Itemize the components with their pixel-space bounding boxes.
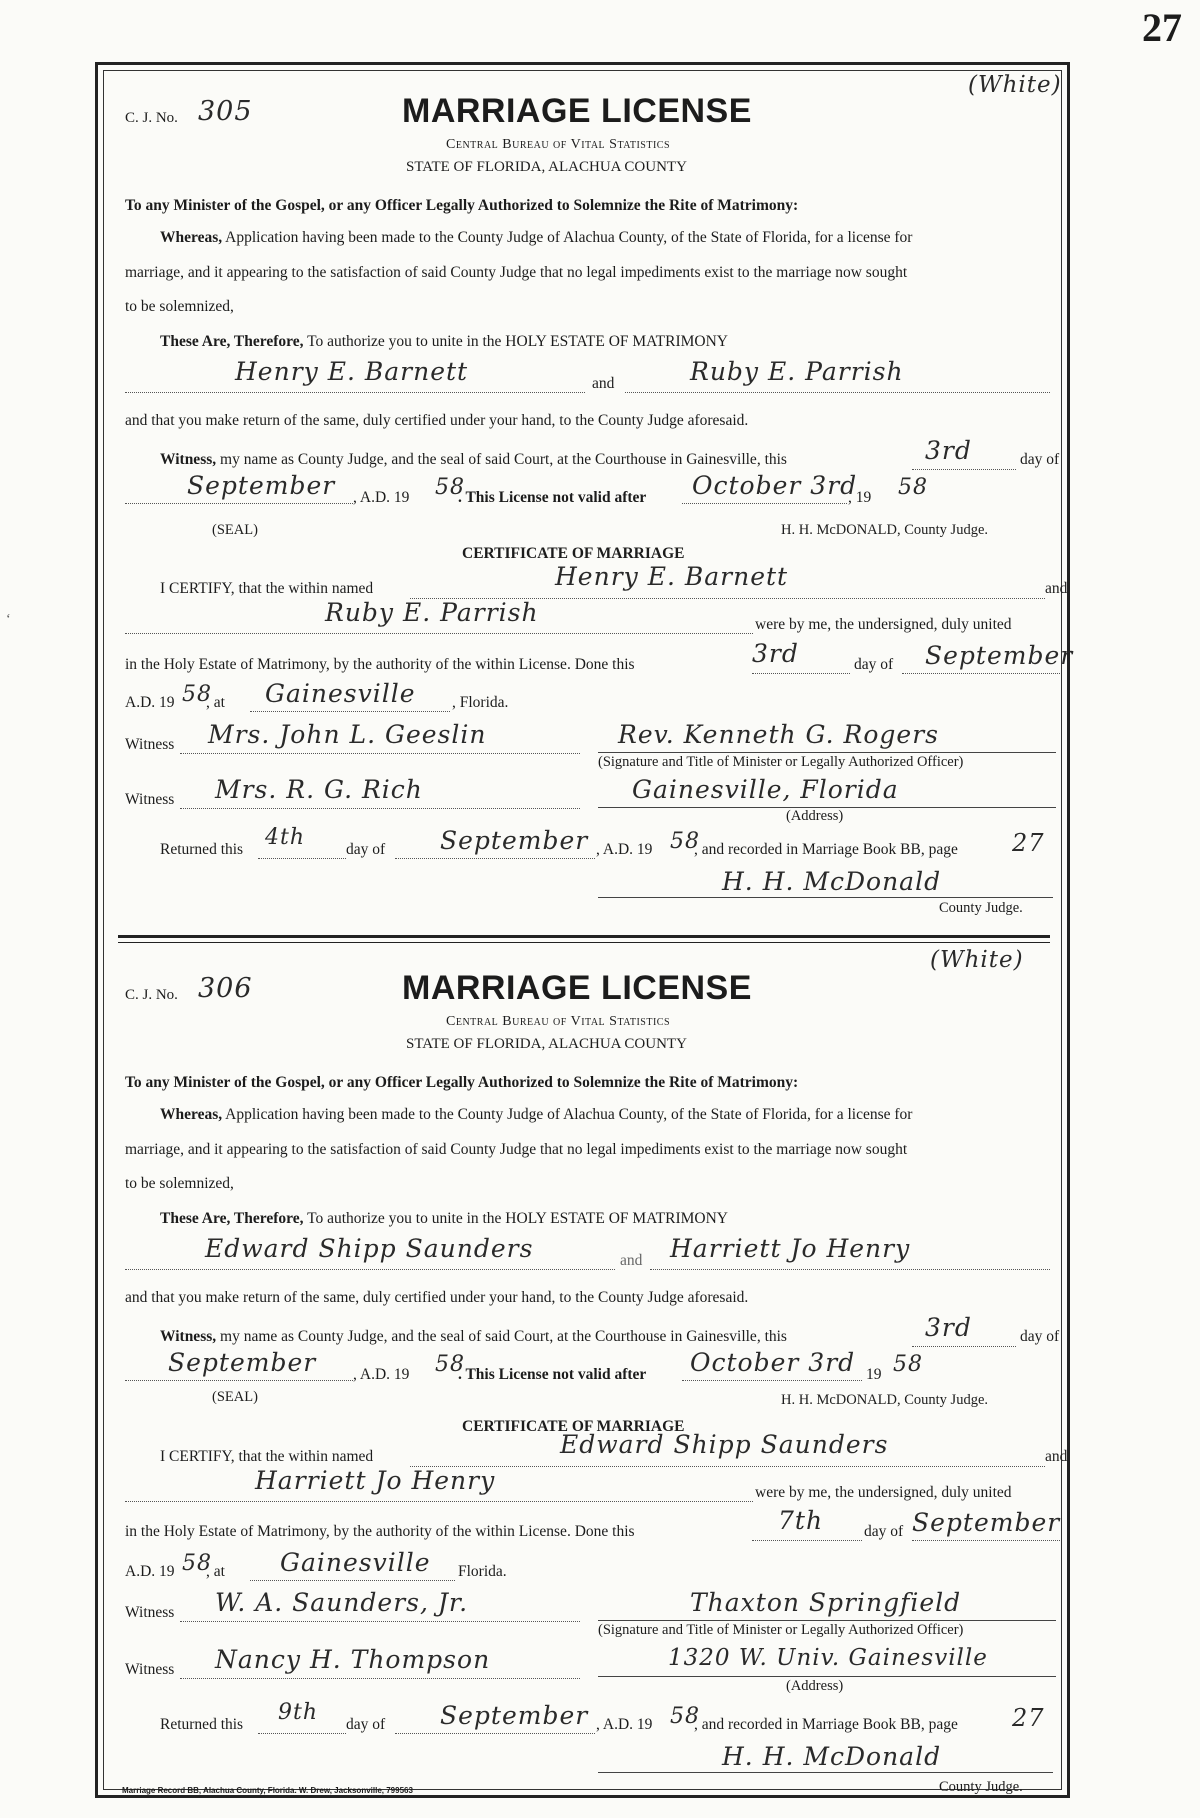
done-year: 58 [182,1551,212,1576]
officiant-caption: (Signature and Title of Minister or Legally Authorized Officer) [598,754,964,770]
cert-groom: Edward Shipp Saunders [560,1430,889,1459]
at-label: , at [206,694,225,711]
valid-date: October 3rd [692,471,858,500]
witness-sentence: my name as County Judge, and the seal of said Court, at the Courthouse in Gainesville, this [216,1328,787,1345]
issue-month: September [168,1348,317,1377]
issue-year: 58 [435,475,465,500]
done-place: Gainesville [280,1548,431,1577]
cert-and: and [1045,580,1068,597]
certificate-title: CERTIFICATE OF MARRIAGE [462,1418,685,1435]
returned-ad: , A.D. 19 [596,841,653,858]
witness-sentence: my name as County Judge, and the seal of said Court, at the Courthouse in Gainesville, this [216,451,787,468]
issue-day: 3rd [925,1313,972,1342]
witness-2-signature: Nancy H. Thompson [215,1645,491,1674]
whereas-line-1 [160,1106,912,1124]
done-day: 3rd [752,639,799,668]
valid-year: 58 [893,1352,923,1377]
returned-ad: , A.D. 19 [596,1716,653,1733]
done-month: September [912,1508,1061,1537]
whereas-line-3: to be solemnized, [125,1175,234,1192]
bureau-name: Central Bureau of Vital Statistics [446,137,671,152]
whereas-line-2: marriage, and it appearing to the satisfaction of said County Judge that no legal impediments exist to the marriage now sought [125,264,908,281]
margin-mark: ʻ [6,612,11,627]
witness-2-label: Witness [125,1661,175,1678]
judge-printed-name: H. H. McDONALD, County Judge. [781,1392,989,1408]
officiant-line [598,1620,1056,1621]
bride-name: Ruby E. Parrish [690,357,904,386]
cert-bride: Harriett Jo Henry [255,1466,496,1495]
license-title: MARRIAGE LICENSE [402,969,752,1007]
address-line: To any Minister of the Gospel, or any Officer Legally Authorized to Solemnize the Rite of Matrimony: [125,1074,799,1091]
cert-bride: Ruby E. Parrish [325,598,539,627]
officiant-address: Gainesville, Florida [632,775,899,804]
valid-century: , 19 [848,489,872,506]
state-county: STATE OF FLORIDA, ALACHUA COUNTY [406,159,687,175]
judge-signature-line [598,897,1053,898]
ad-19-label: A.D. 19 [125,694,175,711]
license-title: MARRIAGE LICENSE [402,92,752,130]
florida-label: , Florida. [452,694,509,711]
witness-text [160,1328,787,1346]
record-page: 27 [1012,1704,1045,1732]
done-day-of: day of [854,656,894,673]
cert-and: and [1045,1448,1068,1465]
recorded-text: , and recorded in Marriage Book BB, page [694,1716,958,1733]
certify-text: I CERTIFY, that the within named [160,1448,374,1465]
united-text: were by me, the undersigned, duly united [755,616,1012,633]
officiant-signature: Rev. Kenneth G. Rogers [618,720,939,749]
these-bold: These Are, Therefore, [160,1210,304,1227]
officiant-signature: Thaxton Springfield [690,1588,962,1617]
race-note: (White) [968,72,1062,98]
returned-label: Returned this [160,841,244,858]
ad-label: , A.D. 19 [353,1366,410,1383]
holy-estate-text: in the Holy Estate of Matrimony, by the authority of the within License. Done this [125,1523,635,1540]
valid-label: . This License not valid after [458,1366,647,1383]
done-day: 7th [778,1506,824,1535]
these-bold: These Are, Therefore, [160,333,304,350]
witness-bold: Witness, [160,451,217,468]
recorded-text: , and recorded in Marriage Book BB, page [694,841,958,858]
returned-month: September [440,1701,589,1730]
whereas-line-3: to be solemnized, [125,298,234,315]
ad-19-label: A.D. 19 [125,1563,175,1580]
valid-century: 19 [866,1366,882,1383]
returned-day: 4th [265,825,306,850]
done-year: 58 [182,682,212,707]
state-county: STATE OF FLORIDA, ALACHUA COUNTY [406,1036,687,1052]
day-of-label: day of [1020,1328,1060,1345]
witness-1-signature: W. A. Saunders, Jr. [215,1588,469,1617]
these-are-therefore [160,333,728,351]
witness-text [160,451,787,469]
at-label: , at [206,1563,225,1580]
groom-name: Henry E. Barnett [235,357,469,386]
judge-signature-line [598,1772,1053,1773]
address-line: To any Minister of the Gospel, or any Officer Legally Authorized to Solemnize the Rite of Matrimony: [125,197,799,214]
officiant-line [598,752,1056,753]
returned-day-of: day of [346,841,386,858]
cert-groom: Henry E. Barnett [555,562,789,591]
address-line-rule [598,1676,1056,1677]
race-note: (White) [930,947,1024,973]
certify-text: I CERTIFY, that the within named [160,580,374,597]
footer-imprint: Marriage Record BB, Alachua County, Florida. W. Drew, Jacksonville, 799563 [122,1786,413,1795]
page-number: 27 [1142,5,1182,50]
cj-number-label: C. J. No. [125,110,178,126]
whereas-bold: Whereas, [160,1106,223,1123]
witness-bold: Witness, [160,1328,217,1345]
license-divider-thin [118,942,1050,943]
these-text: To authorize you to unite in the HOLY ESTATE OF MATRIMONY [303,1210,728,1227]
these-text: To authorize you to unite in the HOLY ESTATE OF MATRIMONY [303,333,728,350]
united-text: were by me, the undersigned, duly united [755,1484,1012,1501]
whereas-line-2: marriage, and it appearing to the satisfaction of said County Judge that no legal impediments exist to the marriage now sought [125,1141,908,1158]
whereas-bold: Whereas, [160,229,223,246]
ad-label: , A.D. 19 [353,489,410,506]
whereas-line-1 [160,229,912,247]
judge-printed-name: H. H. McDONALD, County Judge. [781,522,989,538]
groom-name: Edward Shipp Saunders [205,1234,534,1263]
cj-number: 305 [198,96,253,127]
cj-number-label: C. J. No. [125,987,178,1003]
returned-label: Returned this [160,1716,244,1733]
officiant-address: 1320 W. Univ. Gainesville [668,1645,988,1671]
return-text: and that you make return of the same, duly certified under your hand, to the County Judge aforesaid. [125,412,749,429]
seal-label: (SEAL) [212,522,258,538]
witness-2-signature: Mrs. R. G. Rich [215,775,423,804]
valid-year: 58 [898,475,928,500]
county-judge-label: County Judge. [939,900,1023,916]
witness-1-label: Witness [125,736,175,753]
valid-label: . This License not valid after [458,489,647,506]
done-place: Gainesville [265,679,416,708]
issue-month: September [187,471,336,500]
judge-signature: H. H. McDonald [722,867,942,896]
record-page: 27 [1012,829,1045,857]
cj-number: 306 [198,973,253,1004]
witness-1-signature: Mrs. John L. Geeslin [208,720,487,749]
done-month: September [925,641,1074,670]
witness-2-label: Witness [125,791,175,808]
issue-year: 58 [435,1352,465,1377]
address-caption: (Address) [786,1678,844,1694]
and-label: and [592,375,615,392]
returned-year: 58 [670,1704,700,1729]
these-are-therefore [160,1210,728,1228]
address-caption: (Address) [786,808,844,824]
valid-date: October 3rd [690,1348,856,1377]
county-judge-label: County Judge. [939,1779,1023,1795]
return-text: and that you make return of the same, duly certified under your hand, to the County Judge aforesaid. [125,1289,749,1306]
whereas-text: Application having been made to the County Judge of Alachua County, of the State of Florida, for a license for [222,229,913,246]
officiant-caption: (Signature and Title of Minister or Legally Authorized Officer) [598,1622,964,1638]
holy-estate-text: in the Holy Estate of Matrimony, by the authority of the within License. Done this [125,656,635,673]
judge-signature: H. H. McDonald [722,1742,942,1771]
license-divider [118,935,1050,938]
issue-day: 3rd [925,436,972,465]
returned-day: 9th [278,1700,319,1725]
whereas-text: Application having been made to the County Judge of Alachua County, of the State of Florida, for a license for [222,1106,913,1123]
florida-label: Florida. [458,1563,507,1580]
certificate-title: CERTIFICATE OF MARRIAGE [462,545,685,562]
bride-name: Harriett Jo Henry [670,1234,911,1263]
day-of-label: day of [1020,451,1060,468]
done-day-of: day of [864,1523,904,1540]
witness-1-label: Witness [125,1604,175,1621]
returned-day-of: day of [346,1716,386,1733]
returned-year: 58 [670,829,700,854]
returned-month: September [440,826,589,855]
and-label: and [620,1252,643,1269]
bureau-name: Central Bureau of Vital Statistics [446,1014,671,1029]
seal-label: (SEAL) [212,1389,258,1405]
